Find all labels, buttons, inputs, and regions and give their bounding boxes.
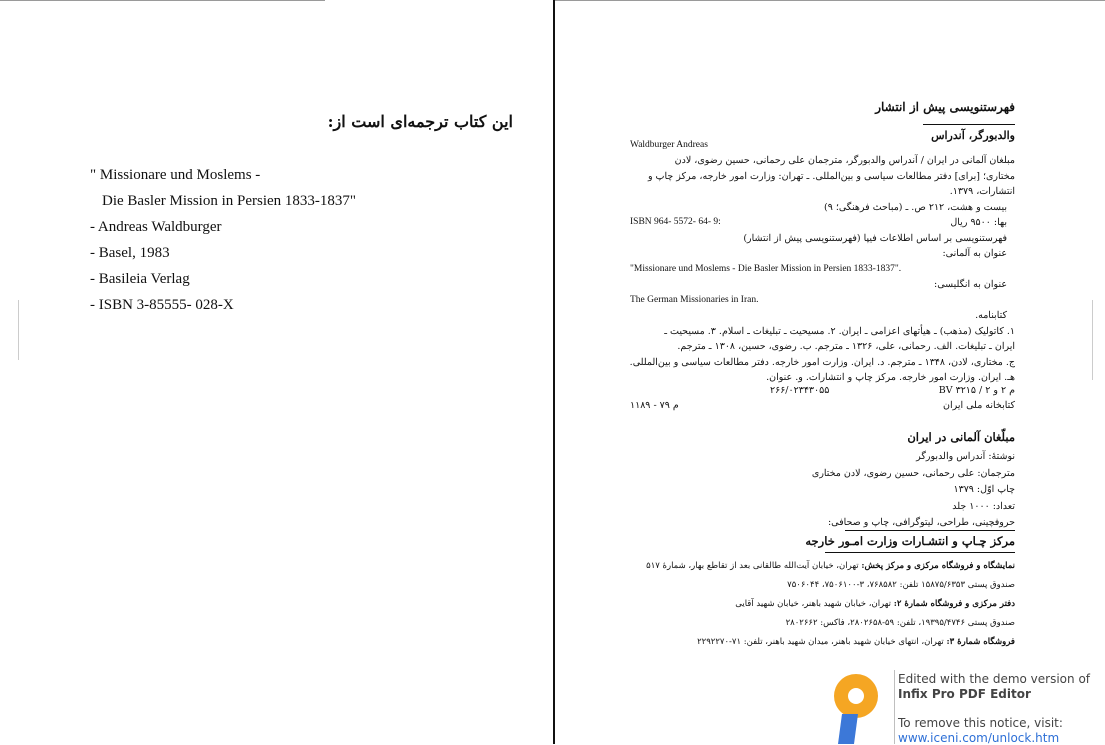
publisher-addresses <box>646 557 1015 652</box>
watermark-text: To remove this notice, visit: <box>898 716 1063 730</box>
infix-logo-icon <box>828 674 888 744</box>
cip-library-number: م ۷۹ - ۱۱۸۹ <box>630 400 679 411</box>
book-info-line: تعداد: ۱۰۰۰ جلد <box>952 500 1015 512</box>
source-details-list <box>90 162 356 318</box>
cip-dewey: ۲۶۶/۰۲۳۴۳۰۵۵ <box>770 384 830 396</box>
cip-isbn: ISBN 964- 5572- 64- 9: <box>630 217 721 227</box>
address-line <box>646 576 1015 595</box>
cip-line: انتشارات، ۱۳۷۹. <box>949 186 1015 197</box>
book-info-line: نوشتهٔ: آندراس والدبورگر <box>916 451 1015 462</box>
cip-author-en: Waldburger Andreas <box>630 139 708 150</box>
publisher-rule-bottom <box>825 552 1015 553</box>
cip-line: کتابنامه. <box>975 310 1007 321</box>
source-line: - Andreas Waldburger <box>90 219 222 235</box>
cip-line: مبلغان آلمانی در ایران / آندراس والدبورگر، مترجمان علی رحمانی، حسین رضوی، لادن <box>674 155 1015 166</box>
address-text: تهران، خیابان آیت‌الله طالقانی بعد از تقاطع بهار، شمارهٔ ۵۱۷ <box>646 561 862 571</box>
cip-english-label: عنوان به انگلیسی: <box>934 279 1007 290</box>
left-page <box>0 0 553 744</box>
cip-price: بها: ۹۵۰۰ ریال <box>950 217 1007 228</box>
source-line: " Missionare und Moslems - <box>90 167 261 183</box>
book-title: مبلّغان آلمانی در ایران <box>907 430 1015 444</box>
address-text: صندوق پستی ۱۵۸۷۵/۶۳۵۳ تلفن: ۷۶۸۵۸۲، ۳-۷۵۰۶۱۰۰، ۷۵۰۶۰۴۴ <box>787 580 1015 590</box>
watermark-divider <box>894 670 895 744</box>
unlock-link[interactable]: www.iceni.com/unlock.htm <box>898 731 1060 745</box>
cip-line: ایران ـ تبلیغات. الف. رحمانی، علی، ۱۳۲۶ ـ مترجم. ب. رضوی، حسین، ۱۳۰۸ ـ مترجم. <box>677 341 1015 352</box>
address-text: تهران، انتهای خیابان شهید باهنر، میدان شهید باهنر، تلفن: ۷۱-۲۲۹۲۲۷۰ <box>697 637 947 647</box>
cip-classification: BV ۳۲۱۵ / ۲ م ۲ و <box>938 384 1015 396</box>
watermark-product: Infix Pro PDF Editor <box>898 687 1031 701</box>
address-line <box>646 557 1015 576</box>
address-line <box>646 614 1015 633</box>
cip-line: هـ. ایران. وزارت امور خارجه. مرکز چاپ و انتشارات. و. عنوان. <box>766 372 1015 383</box>
source-line: - Basel, 1983 <box>90 245 170 261</box>
cip-english-title: The German Missionaries in Iran. <box>630 294 759 305</box>
demo-watermark <box>828 664 1105 744</box>
book-info-line: مترجمان: علی رحمانی، حسین رضوی، لادن مختاری <box>811 467 1015 479</box>
address-text: تهران، خیابان شهید باهنر، خیابان شهید آقایی <box>735 599 894 609</box>
cip-line: ۱. کاتولیک (مذهب) ـ هیأتهای اعزامی ـ ایران. ۲. مسیحیت ـ تبلیغات ـ اسلام. ۳. مسیحیت ـ <box>664 325 1015 337</box>
address-line <box>646 595 1015 614</box>
book-info-line: حروفچینی، طراحی، لیتوگرافی، چاپ و صحافی: <box>827 517 1015 528</box>
cip-title: فهرستنویسی پیش از انتشار <box>875 100 1015 114</box>
cip-library: کتابخانه ملی ایران <box>942 400 1015 411</box>
translation-source-heading: این کتاب ترجمه‌ای است از: <box>327 112 513 131</box>
cip-line: فهرستنویسی بر اساس اطلاعات فیپا (فهرستنویسی پیش از انتشار) <box>743 232 1007 244</box>
cip-line: ج. مختاری، لادن، ۱۳۴۸ ـ مترجم. د. ایران. وزارت امور خارجه. دفتر مطالعات سیاسی و بین‌المللی. <box>629 356 1015 368</box>
cip-record <box>630 128 1015 414</box>
cip-title-rule <box>923 124 1015 125</box>
cip-line: مختاری؛ [برای] دفتر مطالعات سیاسی و بین‌المللی. ـ تهران: وزارت امور خارجه، مرکز چاپ و <box>647 170 1015 182</box>
book-info-line: چاپ اوّل: ۱۳۷۹ <box>953 484 1015 495</box>
address-label: فروشگاه شمارهٔ ۳: <box>946 637 1015 647</box>
address-text: صندوق پستی ۱۹۳۹۵/۴۷۴۶، تلفن: ۵۹-۲۸۰۲۶۵۸، فاکس: ۲۸۰۲۶۶۲ <box>785 618 1015 628</box>
address-line <box>646 633 1015 652</box>
source-line: Die Basler Mission in Persien 1833-1837" <box>102 193 357 209</box>
source-line: - ISBN 3-85555- 028-X <box>90 297 234 313</box>
cip-author-fa: والدبورگر، آندراس <box>931 129 1015 142</box>
publisher-rule-top <box>845 530 1015 531</box>
book-info-list <box>812 449 1015 532</box>
cip-german-title: "Missionare und Moslems - Die Basler Mission in Persien 1833-1837". <box>630 263 902 274</box>
cip-line: عنوان به آلمانی: <box>942 248 1007 259</box>
source-line: - Basileia Verlag <box>90 271 190 287</box>
right-page <box>555 0 1105 744</box>
address-label: دفتر مرکزی و فروشگاه شمارهٔ ۲: <box>893 599 1015 609</box>
publisher-header: مرکز چـاپ و انتشـارات وزارت امـور خارجه <box>805 534 1015 548</box>
address-label: نمایشگاه و فروشگاه مرکزی و مرکز پخش: <box>861 561 1015 571</box>
watermark-text: Edited with the demo version of <box>898 672 1091 686</box>
cip-line: بیست و هشت، ۲۱۲ ص. ـ (مباحث فرهنگی؛ ۹) <box>824 201 1007 213</box>
